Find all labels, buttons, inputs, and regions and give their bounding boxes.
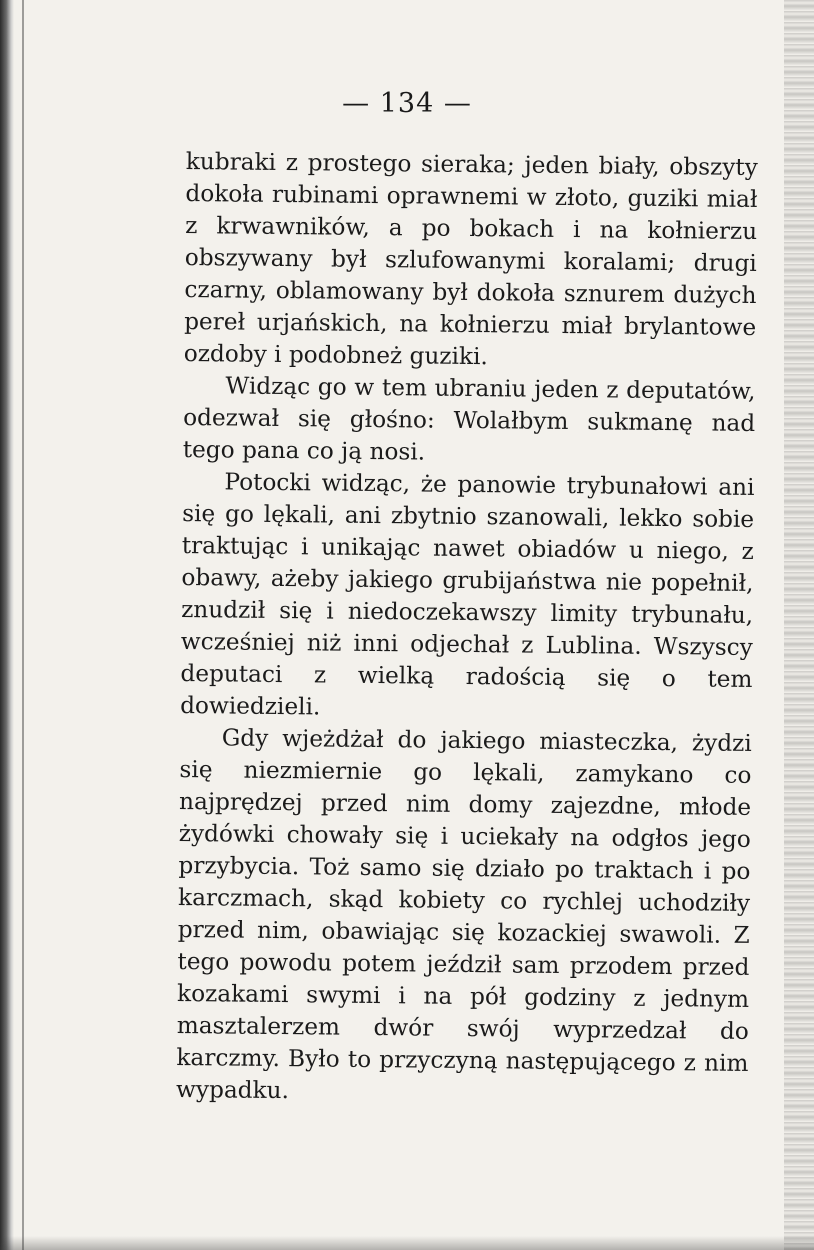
paragraph: Gdy wjeżdżał do jakiego miasteczka, żydzi się niezmiernie go lękali, zamykano co najprędzej przed nim domy zajezdne, młode żydówki chowały się i uciekały na odgłos jego przybycia. Toż samo się działo po traktach i po karczmach, skąd kobiety co rychlej uchodziły przed nim, obawiając się kozackiej swawoli. Z tego powodu potem jeździł sam przodem przed kozakami swymi i na pół godziny z jednym masztalerzem dwór swój wyprzedzał do karczmy. Było to przyczyną następującego z nim wypadku. bbox=[175, 724, 752, 1105]
binding-rule bbox=[22, 0, 24, 1250]
page-binding-shadow bbox=[0, 0, 14, 1250]
paragraph: Widząc go w tem ubraniu jeden z deputatów, odezwał się głośno: Wolałbym sukmanę nad tego pana co ją nosi. bbox=[182, 372, 756, 466]
page-bottom-edge bbox=[0, 1236, 814, 1250]
body-text bbox=[176, 146, 758, 1112]
paragraph: kubraki z prostego sieraka; jeden biały, obszyty dokoła rubinami oprawnemi w złoto, guziki miał z krwawników, a po bokach i na kołnierzu obszywany był szlufowanymi koralami; drugi czarny, oblamowany był dokoła sznurem dużych pereł urjańskich, na kołnierzu miał brylantowe ozdoby i podobneż guziki. bbox=[183, 147, 758, 371]
paragraph: Potocki widząc, że panowie trybunałowi ani się go lękali, ani zbytnio szanowali, lekko sobie traktując i unikając nawet obiadów u niego, z obawy, ażeby jakiego grubijaństwa nie popełnił, znudził się i niedoczekawszy limity trybunału, wcześniej niż inni odjechał z Lublina. Wszyscy deputaci z wielką radością się o tem dowiedzieli. bbox=[179, 468, 755, 721]
page-right-edge bbox=[784, 0, 814, 1250]
page-number: — 134 — bbox=[342, 88, 472, 119]
